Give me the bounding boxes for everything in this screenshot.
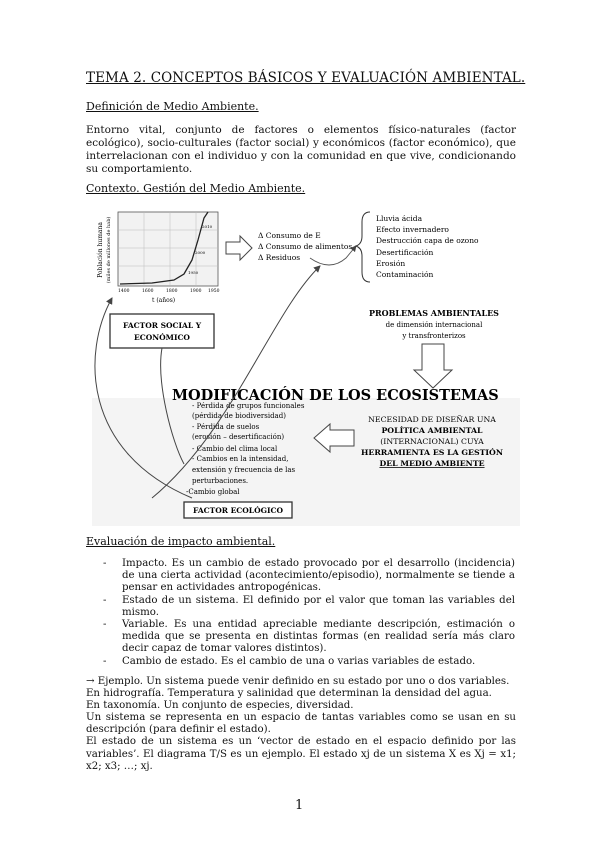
efecto-item: Efecto invernadero — [376, 225, 449, 234]
contexto-heading: Contexto. Gestión del Medio Ambiente. — [86, 182, 306, 195]
impacto-line: extensión y frecuencia de las — [192, 466, 296, 474]
example-line: → Ejemplo. Un sistema puede venir definido en su estado por uno o dos variables. — [86, 676, 510, 687]
consumos-list — [258, 231, 352, 262]
factor-social-box — [110, 314, 214, 348]
factor-ecologico-label: FACTOR ECOLÓGICO — [192, 506, 284, 515]
graph-xtick: 1800 — [166, 289, 178, 294]
problemas-title: PROBLEMAS AMBIENTALES — [369, 308, 499, 318]
graph-ytick: 2010 — [202, 224, 213, 229]
graph-ylabel-1: Población humana — [97, 222, 104, 278]
efectos-list — [376, 214, 479, 279]
necesidad-line: DEL MEDIO AMBIENTE — [379, 459, 485, 468]
list-item: - Impacto. Es un cambio de estado provocado por el desarrollo (incidencia) de una cierta actividad (acontecimiento/episodio), normalmente se tiende a pensar en actividades antropogénicas. — [103, 558, 515, 595]
list-item: - Variable. Es una entidad apreciable mediante descripción, estimación o medida que se presenta en distintas formas (en realidad sería más claro decir capaz de tomar valores distintos). — [103, 619, 515, 656]
consumo-item: Δ Residuos — [258, 253, 301, 262]
efecto-item: Desertificación — [376, 248, 434, 257]
example-block — [86, 676, 516, 773]
list-item: - Cambio de estado. Es el cambio de una o varias variables de estado. — [103, 656, 515, 668]
graph-xtick: 1400 — [118, 289, 130, 294]
necesidad-line: POLÍTICA AMBIENTAL — [381, 426, 483, 435]
impacto-line: perturbaciones. — [192, 477, 249, 485]
gestion-diagram — [92, 202, 520, 526]
efecto-item: Lluvia ácida — [376, 214, 423, 223]
graph-ylabel-2: (miles de millones de hab) — [106, 216, 112, 284]
arrow-problemas-down — [414, 344, 452, 388]
necesidad-line: HERRAMIENTA ES LA GESTIÓN — [361, 448, 503, 457]
efecto-item: Contaminación — [376, 270, 434, 279]
necesidad-block — [361, 415, 503, 468]
impacto-line: - Pérdida de grupos funcionales — [192, 402, 305, 410]
definicion-paragraph: Entorno vital, conjunto de factores o elementos físico-naturales (factor ecológico), socio-culturales (factor social) y económicos (factor económico), que interrelacionan con el individuo y con la comunidad en que vive, condicionando su comportamiento. — [86, 124, 516, 175]
graph-xtick: 1900 — [190, 289, 202, 294]
arrow-graph-to-consumos — [226, 236, 252, 260]
problemas-sub: de dimensión internacional — [385, 321, 483, 329]
graph-xlabel: t (años) — [152, 297, 176, 304]
impacto-line: (erosión – desertificación) — [192, 433, 285, 441]
graph-xtick: 1950 — [208, 289, 220, 294]
population-graph — [97, 212, 220, 304]
graph-xtick: 1600 — [142, 289, 154, 294]
necesidad-line: (INTERNACIONAL) CUYA — [380, 437, 484, 446]
definicion-heading: Definición de Medio Ambiente. — [86, 100, 259, 113]
factor-ecologico-box — [184, 502, 292, 518]
necesidad-line: NECESIDAD DE DISEÑAR UNA — [368, 415, 496, 424]
efectos-brace — [356, 212, 370, 282]
problemas-ambientales — [369, 308, 499, 340]
consumo-item: Δ Consumo de E — [258, 231, 321, 240]
efecto-item: Destrucción capa de ozono — [376, 236, 479, 245]
graph-ytick: 2000 — [195, 250, 206, 255]
impacto-line: - Cambio del clima local — [192, 445, 278, 453]
page-title: TEMA 2. CONCEPTOS BÁSICOS Y EVALUACIÓN AMBIENTAL. — [86, 70, 526, 86]
problemas-sub: y transfronterizos — [402, 332, 466, 340]
impacto-line: -Cambio global — [186, 488, 240, 496]
evaluacion-heading: Evaluación de impacto ambiental. — [86, 535, 276, 548]
example-line: El estado de un sistema es un ‘vector de estado en el espacio definido por las variables’. El diagrama T/S es un ejemplo. El estado xj de un sistema X es Xj = x1; x2; x3; …; xj. — [86, 736, 516, 772]
example-line: Un sistema se representa en un espacio de tantas variables como se usan en su descripción (para definir el estado). — [86, 712, 516, 736]
impacto-line: (pérdida de biodiversidad) — [192, 412, 286, 420]
consumo-item: Δ Consumo de alimentos — [258, 242, 353, 251]
example-line: En hidrografía. Temperatura y salinidad que determinan la densidad del agua. — [86, 688, 492, 700]
factor-social-label: FACTOR SOCIAL Y — [122, 321, 202, 330]
impacto-line: - Cambios en la intensidad, — [192, 455, 289, 463]
modificacion-title: MODIFICACIÓN DE LOS ECOSISTEMAS — [172, 387, 499, 404]
list-item: - Estado de un sistema. El definido por el valor que toman las variables del mismo. — [103, 595, 515, 619]
graph-ytick: 1950 — [188, 270, 199, 275]
page-number: 1 — [295, 798, 304, 813]
example-line: En taxonomía. Un conjunto de especies, diversidad. — [86, 700, 354, 712]
definitions-list — [103, 558, 515, 668]
impacto-line: - Pérdida de suelos — [192, 423, 260, 431]
efecto-item: Erosión — [376, 259, 406, 268]
factor-social-label: ECONÓMICO — [134, 333, 190, 342]
